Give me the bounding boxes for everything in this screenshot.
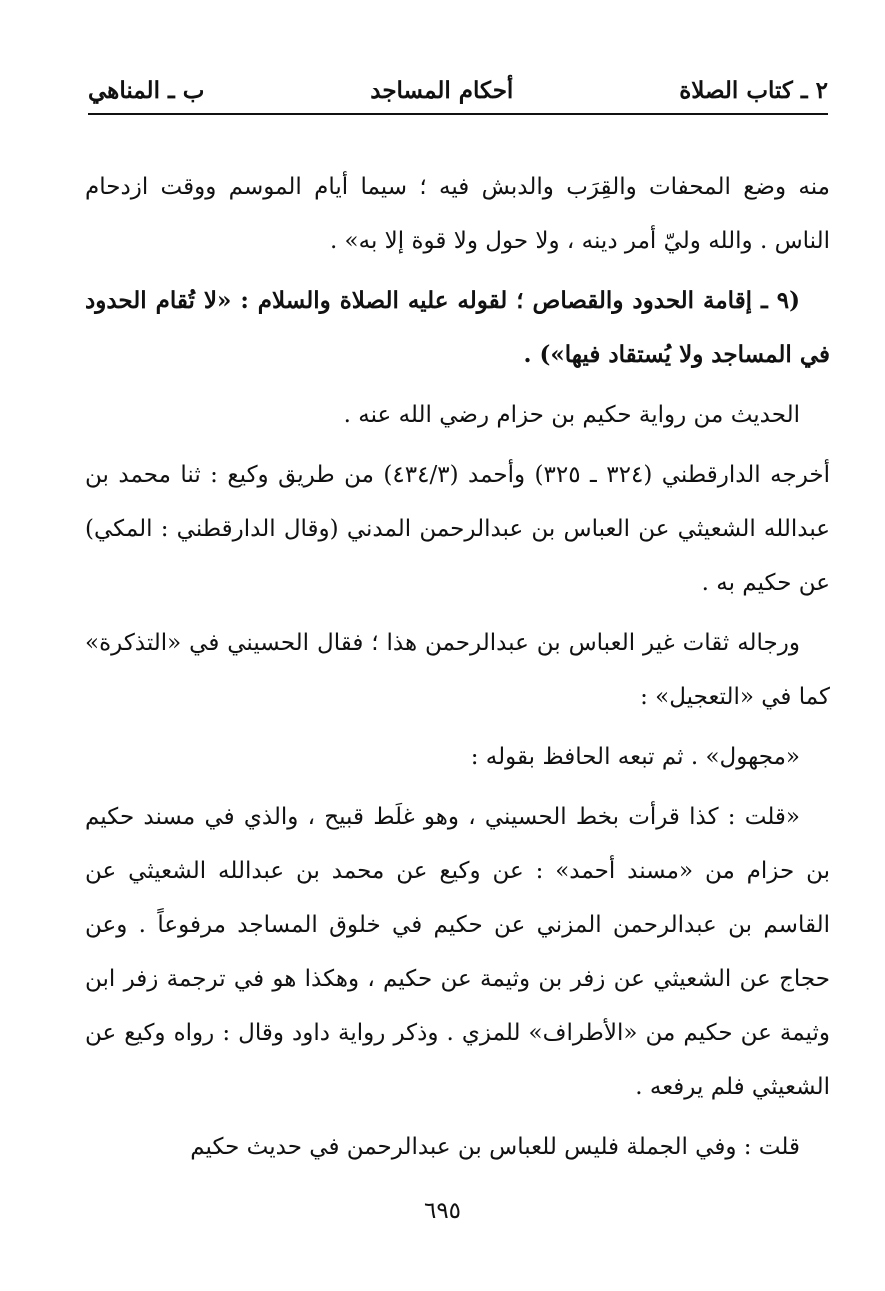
paragraph-conclusion: قلت : وفي الجملة فليس للعباس بن عبدالرحمن في حديث حكيم xyxy=(190,1134,800,1160)
header-divider xyxy=(88,113,828,115)
page-number: ٦٩٥ xyxy=(423,1198,462,1224)
header-subsection: ب ـ المناهي xyxy=(88,76,205,104)
header-section-title: أحكام المساجد xyxy=(370,76,514,104)
header-chapter: ٢ ـ كتاب الصلاة xyxy=(679,76,828,104)
paragraph-takhrij: أخرجه الدارقطني (٣٢٤ ـ ٣٢٥) وأحمد (٤٣٤/٣) من طريق وكيع : ثنا محمد بن عبدالله الشعيثي عن العباس بن عبدالرحمن المدني (وقال الدارقطني : المكي) عن حكيم به . xyxy=(85,462,830,596)
paragraph-narrators: ورجاله ثقات غير العباس بن عبدالرحمن هذا ؛ فقال الحسيني في «التذكرة» كما في «التعجيل» : xyxy=(85,630,830,710)
page-body xyxy=(85,160,830,1180)
running-header xyxy=(88,70,828,110)
paragraph-majhul: «مجهول» . ثم تبعه الحافظ بقوله : xyxy=(470,744,800,770)
paragraph-continuation: منه وضع المحفات والقِرَب والدبش فيه ؛ سيما أيام الموسم ووقت ازدحام الناس . والله وليّ أمر دينه ، ولا حول ولا قوة إلا به» . xyxy=(85,174,830,254)
paragraph-hadith-source: الحديث من رواية حكيم بن حزام رضي الله عنه . xyxy=(343,402,800,428)
paragraph-hafiz-quote: «قلت : كذا قرأت بخط الحسيني ، وهو غلَط قبيح ، والذي في مسند حكيم بن حزام من «مسند أحمد» : عن وكيع عن محمد بن عبدالله الشعيثي عن القاسم بن عبدالرحمن المزني عن حكيم في خلوق المساجد مرفوعاً . وعن حجاج عن الشعيثي عن زفر بن وثيمة عن حكيم ، وهكذا هو في ترجمة زفر ابن وثيمة عن حكيم من «الأطراف» للمزي . وذكر رواية داود وقال : رواه وكيع عن الشعيثي فلم يرفعه . xyxy=(85,804,830,1100)
paragraph-rule-heading: (٩ ـ إقامة الحدود والقصاص ؛ لقوله عليه الصلاة والسلام : «لا تُقام الحدود في المساجد ولا يُستقاد فيها») . xyxy=(85,287,830,368)
